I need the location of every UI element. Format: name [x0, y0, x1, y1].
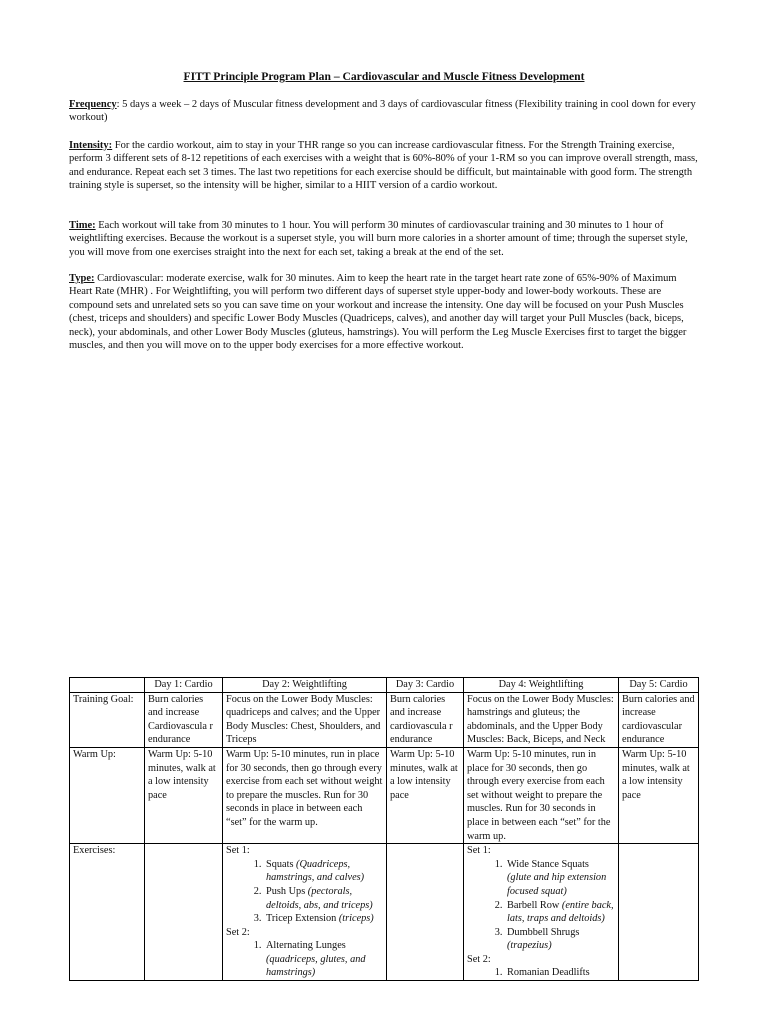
muscle-note: (entire back, lats, traps and deltoids): [507, 899, 614, 925]
table-header-row: [70, 678, 699, 693]
exercise-name: Dumbbell Shrugs: [507, 926, 580, 938]
table-cell: Burn calories and increase cardiovascula r endurance: [387, 692, 464, 747]
table-cell: Focus on the Lower Body Muscles: quadriceps and calves; and the Upper Body Muscles: Chest, Shoulders, and Triceps: [223, 692, 387, 747]
list-item: [264, 885, 383, 912]
document-title: FITT Principle Program Plan – Cardiovascular and Muscle Fitness Development: [183, 70, 585, 83]
exercise-name: Tricep Extension: [266, 913, 339, 925]
type-label: Type:: [69, 273, 95, 284]
set-label: Set 1:: [467, 845, 491, 857]
table-cell: Burn calories and increase cardiovascular endurance: [619, 692, 699, 747]
table-cell: Warm Up: 5-10 minutes, run in place for 30 seconds, then go through every exercise from each set without weight to prepare the muscles. Run for 30 seconds in place in between each “set” for the warm up.: [223, 747, 387, 843]
exercise-name: Barbell Row: [507, 899, 562, 911]
table-cell: Warm Up: 5-10 minutes, walk at a low intensity pace: [619, 747, 699, 843]
table-header-cell: Day 1: Cardio: [145, 678, 223, 693]
row-label: Training Goal:: [70, 692, 145, 747]
muscle-note: (pectorals, deltoids, abs, and triceps): [266, 885, 373, 911]
muscle-note: (quadriceps, glutes, and hamstrings): [266, 953, 366, 979]
table-cell: Warm Up: 5-10 minutes, walk at a low intensity pace: [145, 747, 223, 843]
table-header-cell: Day 4: Weightlifting: [464, 678, 619, 693]
table-row: [70, 747, 699, 843]
table-cell: [619, 844, 699, 981]
table-header-cell: Day 3: Cardio: [387, 678, 464, 693]
muscle-note: (trapezius): [507, 940, 552, 952]
table-row: [70, 692, 699, 747]
muscle-note: (triceps): [338, 913, 374, 925]
table-cell: Warm Up: 5-10 minutes, walk at a low intensity pace: [387, 747, 464, 843]
frequency-label: Frequency: [69, 99, 117, 110]
list-item: [505, 966, 615, 980]
intensity-label: Intensity:: [69, 140, 113, 151]
table-cell: Focus on the Lower Body Muscles: hamstrings and gluteus; the abdominals, and the Upper Body Muscles: Back, Biceps, and Neck: [464, 692, 619, 747]
exercise-name: Romanian Deadlifts: [507, 967, 590, 979]
time-paragraph: [69, 219, 699, 259]
exercise-list: [226, 858, 383, 926]
list-item: [264, 912, 383, 926]
list-item: [264, 858, 383, 885]
list-item: [505, 858, 615, 899]
intensity-paragraph: [69, 139, 699, 193]
table-header-cell: Day 2: Weightlifting: [223, 678, 387, 693]
time-text: Each workout will take from 30 minutes to 1 hour. You will perform 30 minutes of cardiovascular training and 30 minutes to 1 hour of weightlifting exercises. Because the workout is a superset style, you will burn more calories in a shorter amount of time; through the superset style, you will move from one exercises straight into the next for each set, taking a break at the end of the set.: [69, 220, 688, 258]
type-text: Cardiovascular: moderate exercise, walk for 30 minutes. Aim to keep the heart rate in the target heart rate zone of 65%-90% of Maximum Heart Rate (MHR) . For Weightlifting, you will perform two different days of superset style upper-body and lower-body workouts. These are compound sets and unrelated sets so you can save time on your workout and increase the intensity. One day will be focused on your Push Muscles (chest, triceps and shoulders) and specific Lower Body Muscles (Quadriceps, calves), and another day will target your Pull Muscles (back, biceps, neck), your abdominals, and other Lower Body Muscles (gluteus, hamstrings). You will perform the Leg Muscle Exercises first to target the bigger muscles, and then you will move on to the upper body exercises for a more effective workout.: [69, 273, 687, 352]
table-cell: Warm Up: 5-10 minutes, run in place for 30 seconds, then go through every exercise from each set without weight to prepare the muscles. Run for 30 seconds in place in between each “set” for the warm up.: [464, 747, 619, 843]
exercise-name: Wide Stance Squats: [507, 858, 589, 870]
workout-plan-table: [69, 677, 699, 981]
table-cell: [223, 844, 387, 981]
table-cell: [387, 844, 464, 981]
exercise-list: [467, 966, 615, 980]
table-cell: Burn calories and increase Cardiovascula r endurance: [145, 692, 223, 747]
exercise-list: [467, 858, 615, 953]
table-header-cell: [70, 678, 145, 693]
time-label: Time:: [69, 220, 96, 231]
muscle-note: (glute and hip extension focused squat): [507, 872, 607, 897]
list-item: [505, 899, 615, 926]
list-item: [505, 926, 615, 953]
table-cell: [464, 844, 619, 981]
intensity-text: For the cardio workout, aim to stay in your THR range so you can increase cardiovascular fitness. For the Strength Training exercise, perform 3 different sets of 8-12 repetitions of each exercises with a weight that is 60%-80% of your 1-RM so you can improve overall strength, mass, and endurance. Repeat each set 3 times. The last two repetitions for each exercise should be difficult, but maintainable with good form. The strength training style is superset, so the intensity will be higher, similar to a HIIT version of a cardio workout.: [69, 140, 698, 192]
frequency-paragraph: [69, 98, 699, 125]
exercise-name: Alternating Lunges: [266, 940, 346, 952]
type-paragraph: [69, 272, 699, 352]
set-label: Set 2:: [226, 926, 250, 938]
muscle-note: (Quadriceps, hamstrings, and calves): [266, 858, 365, 884]
set-label: Set 2:: [467, 953, 491, 965]
frequency-text: : 5 days a week – 2 days of Muscular fitness development and 3 days of cardiovascular fitness (Flexibility training in cool down for every workout): [69, 99, 696, 124]
exercise-name: Squats: [266, 858, 297, 870]
row-label: Exercises:: [70, 844, 145, 981]
row-label: Warm Up:: [70, 747, 145, 843]
table-row: [70, 844, 699, 981]
table-header-cell: Day 5: Cardio: [619, 678, 699, 693]
table-cell: [145, 844, 223, 981]
exercise-list: [226, 939, 383, 980]
set-label: Set 1:: [226, 845, 250, 857]
list-item: [264, 939, 383, 980]
exercise-name: Push Ups: [266, 885, 308, 897]
